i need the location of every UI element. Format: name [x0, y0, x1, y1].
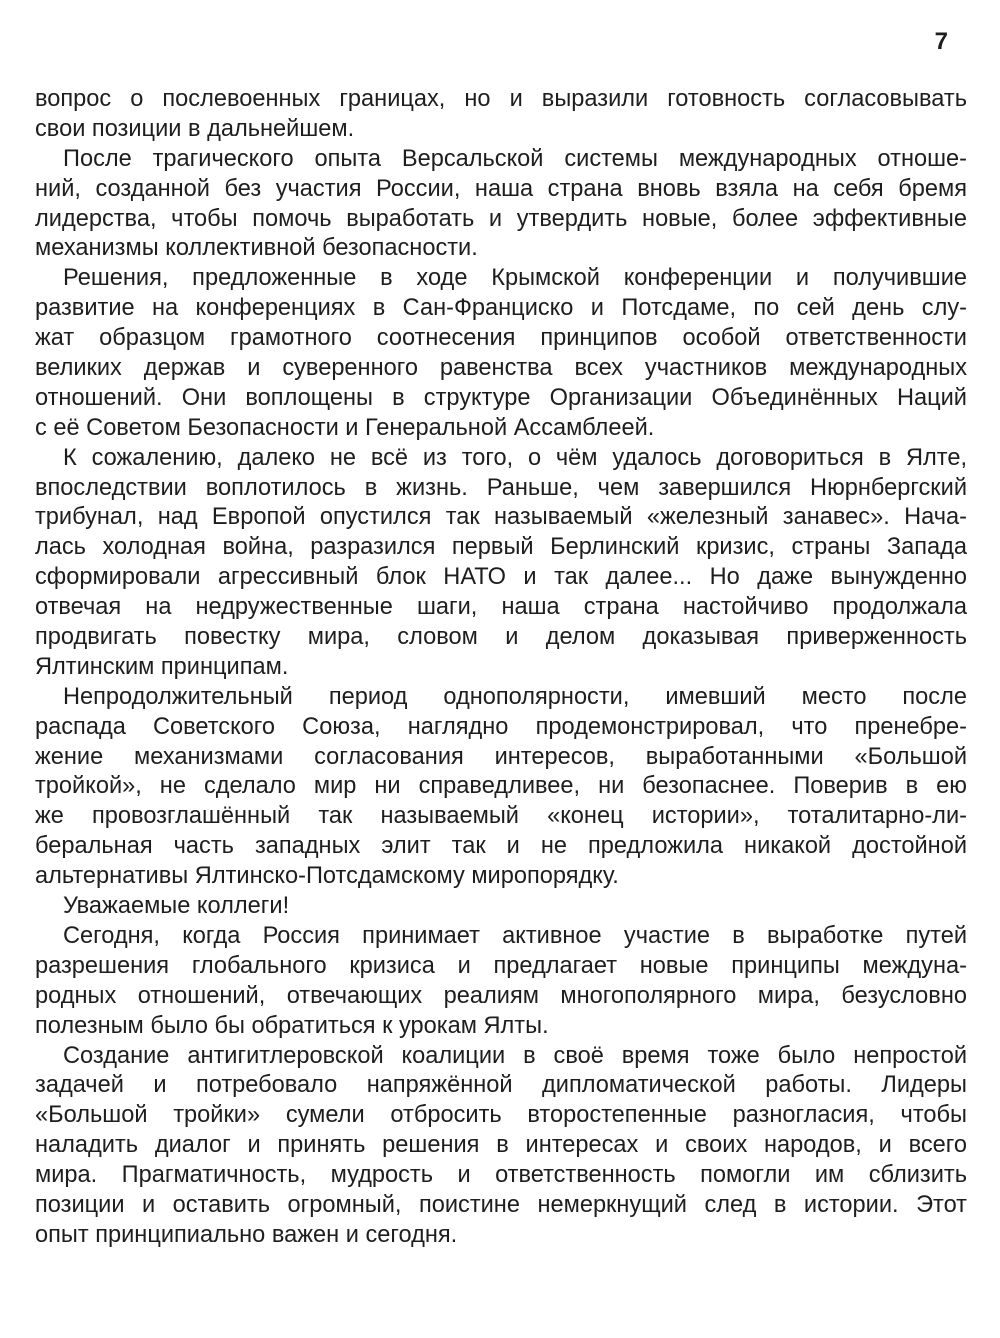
- paragraph: [35, 892, 967, 922]
- text-line: После трагического опыта Версальской системы международных отноше-: [63, 145, 967, 172]
- paragraph: [35, 922, 967, 1042]
- text-line: свои позиции в дальнейшем.: [35, 115, 355, 142]
- text-line: трибунал, над Европой опустился так называемый «железный занавес». Нача-: [35, 504, 967, 531]
- text-line: сформировали агрессивный блок НАТО и так далее... Но даже вынужденно: [35, 564, 967, 591]
- paragraph: [35, 85, 967, 145]
- text-line: отвечая на недружественные шаги, наша страна настойчиво продолжала: [35, 594, 967, 621]
- text-line: «Большой тройки» сумели отбросить второстепенные разногласия, чтобы: [35, 1102, 967, 1129]
- text-line: жат образцом грамотного соотнесения принципов особой ответственности: [35, 325, 967, 352]
- text-line: Ялтинским принципам.: [35, 653, 289, 680]
- text-line: разрешения глобального кризиса и предлагает новые принципы междуна-: [35, 952, 967, 979]
- paragraph: [35, 683, 967, 892]
- text-line: продвигать повестку мира, словом и делом доказывая приверженность: [35, 624, 967, 651]
- text-line: впоследствии воплотилось в жизнь. Раньше, чем завершился Нюрнбергский: [35, 474, 967, 501]
- text-line: опыт принципиально важен и сегодня.: [35, 1221, 458, 1248]
- text-line: позиции и оставить огромный, поистине немеркнущий след в истории. Этот: [35, 1191, 967, 1218]
- text-line: тройкой», не сделало мир ни справедливее, ни безопаснее. Поверив в ею: [35, 773, 967, 800]
- text-line: альтернативы Ялтинско-Потсдамскому миропорядку.: [35, 863, 619, 890]
- text-line: Сегодня, когда Россия принимает активное участие в выработке путей: [63, 922, 967, 949]
- paragraph: [35, 444, 967, 683]
- text-line: лидерства, чтобы помочь выработать и утвердить новые, более эффективные: [35, 205, 967, 232]
- text-line: К сожалению, далеко не всё из того, о чём удалось договориться в Ялте,: [63, 444, 967, 471]
- text-line: с её Советом Безопасности и Генеральной Ассамблеей.: [35, 414, 655, 441]
- paragraph: [35, 145, 967, 265]
- body-text: [35, 85, 967, 1251]
- text-line: ний, созданной без участия России, наша страна вновь взяла на себя бремя: [35, 175, 967, 202]
- text-line: Решения, предложенные в ходе Крымской конференции и получившие: [63, 265, 967, 292]
- paragraph: [35, 1042, 967, 1251]
- text-line: беральная часть западных элит так и не предложила никакой достойной: [35, 833, 967, 860]
- text-line: распада Советского Союза, наглядно продемонстрировал, что пренебре-: [35, 713, 967, 740]
- text-line: полезным было бы обратиться к урокам Ялты.: [35, 1012, 549, 1039]
- text-line: задачей и потребовало напряжённой дипломатической работы. Лидеры: [35, 1072, 967, 1099]
- text-line: же провозглашённый так называемый «конец истории», тоталитарно-ли-: [35, 803, 967, 830]
- text-line: отношений. Они воплощены в структуре Организации Объединённых Наций: [35, 384, 967, 411]
- text-line: жение механизмами согласования интересов, выработанными «Большой: [35, 743, 967, 770]
- page-number: 7: [934, 28, 948, 55]
- text-line: Создание антигитлеровской коалиции в своё время тоже было непростой: [63, 1042, 967, 1069]
- text-line: родных отношений, отвечающих реалиям многополярного мира, безусловно: [35, 982, 967, 1009]
- text-line: вопрос о послевоенных границах, но и выразили готовность согласовывать: [35, 86, 967, 112]
- text-line: великих держав и суверенного равенства всех участников международных: [35, 355, 967, 382]
- text-line: мира. Прагматичность, мудрость и ответственность помогли им сблизить: [35, 1162, 967, 1189]
- text-line: механизмы коллективной безопасности.: [35, 235, 478, 262]
- text-line: наладить диалог и принять решения в интересах и своих народов, и всего: [35, 1132, 967, 1159]
- text-line: Непродолжительный период однополярности, имевший место после: [63, 683, 967, 710]
- text-line: Уважаемые коллеги!: [63, 893, 290, 920]
- text-line: лась холодная война, разразился первый Берлинский кризис, страны Запада: [35, 534, 967, 561]
- paragraph: [35, 264, 967, 443]
- text-line: развитие на конференциях в Сан-Франциско и Потсдаме, по сей день слу-: [35, 295, 967, 322]
